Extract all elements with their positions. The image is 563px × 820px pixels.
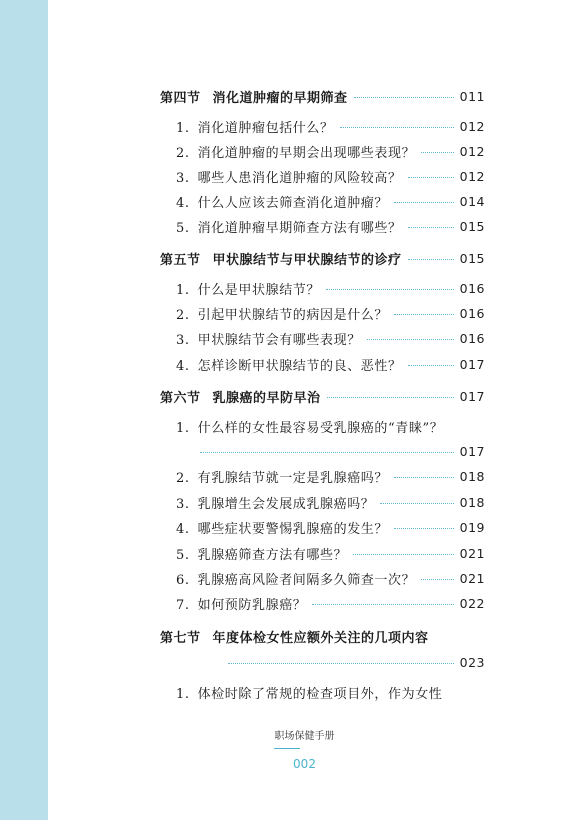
toc-section-7[interactable] xyxy=(0,626,563,646)
item-index: 4. xyxy=(176,521,190,537)
item-text: 什么是甲状腺结节？ xyxy=(197,282,321,298)
dot-leader xyxy=(327,397,454,398)
item-index: 1. xyxy=(176,420,190,436)
item-text: 消化道肿瘤包括什么？ xyxy=(197,120,334,136)
dot-leader xyxy=(408,177,454,178)
item-text: 消化道肿瘤的早期会出现哪些表现？ xyxy=(197,145,416,161)
toc-item[interactable] xyxy=(0,216,563,236)
item-index: 2. xyxy=(176,307,190,323)
item-text: 如何预防乳腺癌？ xyxy=(197,597,307,613)
toc-item[interactable] xyxy=(0,328,563,348)
toc-section-4[interactable] xyxy=(0,86,563,106)
page-number: 002 xyxy=(293,757,316,771)
section-label: 第七节 xyxy=(160,630,201,646)
item-page: 019 xyxy=(459,519,485,535)
dot-leader xyxy=(340,127,454,128)
dot-leader xyxy=(228,663,454,664)
item-text: 甲状腺结节会有哪些表现？ xyxy=(197,332,361,348)
item-page: 018 xyxy=(459,494,485,510)
toc-item[interactable] xyxy=(0,492,563,512)
item-text: 引起甲状腺结节的病因是什么？ xyxy=(197,307,389,323)
item-text: 体检时除了常规的检查项目外，作为女性 xyxy=(197,686,443,702)
toc-item[interactable] xyxy=(0,593,563,613)
dot-leader xyxy=(394,528,454,529)
toc-item[interactable] xyxy=(0,543,563,563)
item-page: 022 xyxy=(459,595,485,611)
footer-divider xyxy=(274,748,300,749)
item-text: 乳腺癌筛查方法有哪些？ xyxy=(197,547,348,563)
section-title: 消化道肿瘤的早期筛查 xyxy=(212,90,348,106)
item-text: 有乳腺结节就一定是乳腺癌吗？ xyxy=(197,470,389,486)
item-text: 消化道肿瘤早期筛查方法有哪些？ xyxy=(197,220,402,236)
item-page: 018 xyxy=(459,468,485,484)
item-text: 乳腺增生会发展成乳腺癌吗？ xyxy=(197,496,375,512)
toc-item[interactable] xyxy=(0,141,563,161)
dot-leader xyxy=(394,314,454,315)
dot-leader xyxy=(353,554,453,555)
item-text: 怎样诊断甲状腺结节的良、恶性？ xyxy=(197,358,402,374)
item-text: 哪些人患消化道肿瘤的风险较高？ xyxy=(197,170,402,186)
item-page: 016 xyxy=(459,330,485,346)
item-page: 017 xyxy=(459,356,485,372)
dot-leader xyxy=(408,259,454,260)
book-title: 职场保健手册 xyxy=(274,731,335,742)
dot-leader xyxy=(354,97,454,98)
toc-section-6[interactable] xyxy=(0,386,563,406)
item-page: 012 xyxy=(459,143,485,159)
dot-leader xyxy=(421,579,453,580)
item-index: 4. xyxy=(176,358,190,374)
item-page: 021 xyxy=(459,570,485,586)
toc-item[interactable] xyxy=(0,191,563,211)
item-index: 2. xyxy=(176,145,190,161)
item-text: 乳腺癌高风险者间隔多久筛查一次？ xyxy=(197,572,416,588)
item-index: 3. xyxy=(176,170,190,186)
dot-leader xyxy=(367,339,454,340)
toc-item[interactable] xyxy=(0,517,563,537)
item-index: 2. xyxy=(176,470,190,486)
dot-leader xyxy=(312,604,453,605)
item-text: 哪些症状要警惕乳腺癌的发生？ xyxy=(197,521,389,537)
section-title: 年度体检女性应额外关注的几项内容 xyxy=(212,630,429,646)
toc-item[interactable] xyxy=(0,682,563,702)
dot-leader xyxy=(408,227,454,228)
dot-leader xyxy=(394,202,454,203)
toc-item[interactable] xyxy=(0,166,563,186)
section-title: 甲状腺结节与甲状腺结节的诊疗 xyxy=(212,252,402,268)
section-title: 乳腺癌的早防早治 xyxy=(212,390,321,406)
toc-section-7-continuation[interactable] xyxy=(0,652,563,672)
item-text: 什么样的女性最容易受乳腺癌的“青睐”？ xyxy=(197,420,444,436)
toc-item[interactable] xyxy=(0,568,563,588)
item-page: 015 xyxy=(459,218,485,234)
item-index: 6. xyxy=(176,572,190,588)
item-index: 1. xyxy=(176,282,190,298)
dot-leader xyxy=(408,365,454,366)
toc-section-5[interactable] xyxy=(0,248,563,268)
item-index: 3. xyxy=(176,496,190,512)
item-index: 3. xyxy=(176,332,190,348)
dot-leader xyxy=(380,503,453,504)
section-page: 017 xyxy=(459,388,485,404)
section-label: 第五节 xyxy=(160,252,201,268)
item-page: 016 xyxy=(459,280,485,296)
section-page: 015 xyxy=(459,250,485,266)
item-index: 5. xyxy=(176,547,190,563)
dot-leader xyxy=(394,477,454,478)
toc-item-continuation[interactable] xyxy=(0,441,563,461)
item-index: 1. xyxy=(176,120,190,136)
section-page: 011 xyxy=(459,88,485,104)
dot-leader xyxy=(326,289,454,290)
item-index: 5. xyxy=(176,220,190,236)
item-page: 012 xyxy=(459,168,485,184)
item-page: 021 xyxy=(459,545,485,561)
item-page: 014 xyxy=(459,193,485,209)
item-page: 016 xyxy=(459,305,485,321)
dot-leader xyxy=(200,452,454,453)
dot-leader xyxy=(421,152,453,153)
toc-item[interactable] xyxy=(0,416,563,436)
toc-item[interactable] xyxy=(0,278,563,298)
item-page: 012 xyxy=(459,118,485,134)
item-index: 7. xyxy=(176,597,190,613)
item-page: 017 xyxy=(459,443,485,459)
item-text: 什么人应该去筛查消化道肿瘤？ xyxy=(197,195,389,211)
toc-item[interactable] xyxy=(0,116,563,136)
item-index: 1. xyxy=(176,686,190,702)
toc-item[interactable] xyxy=(0,354,563,374)
section-label: 第四节 xyxy=(160,90,201,106)
section-page: 023 xyxy=(459,654,485,670)
toc-item[interactable] xyxy=(0,466,563,486)
section-label: 第六节 xyxy=(160,390,201,406)
toc-item[interactable] xyxy=(0,303,563,323)
item-index: 4. xyxy=(176,195,190,211)
